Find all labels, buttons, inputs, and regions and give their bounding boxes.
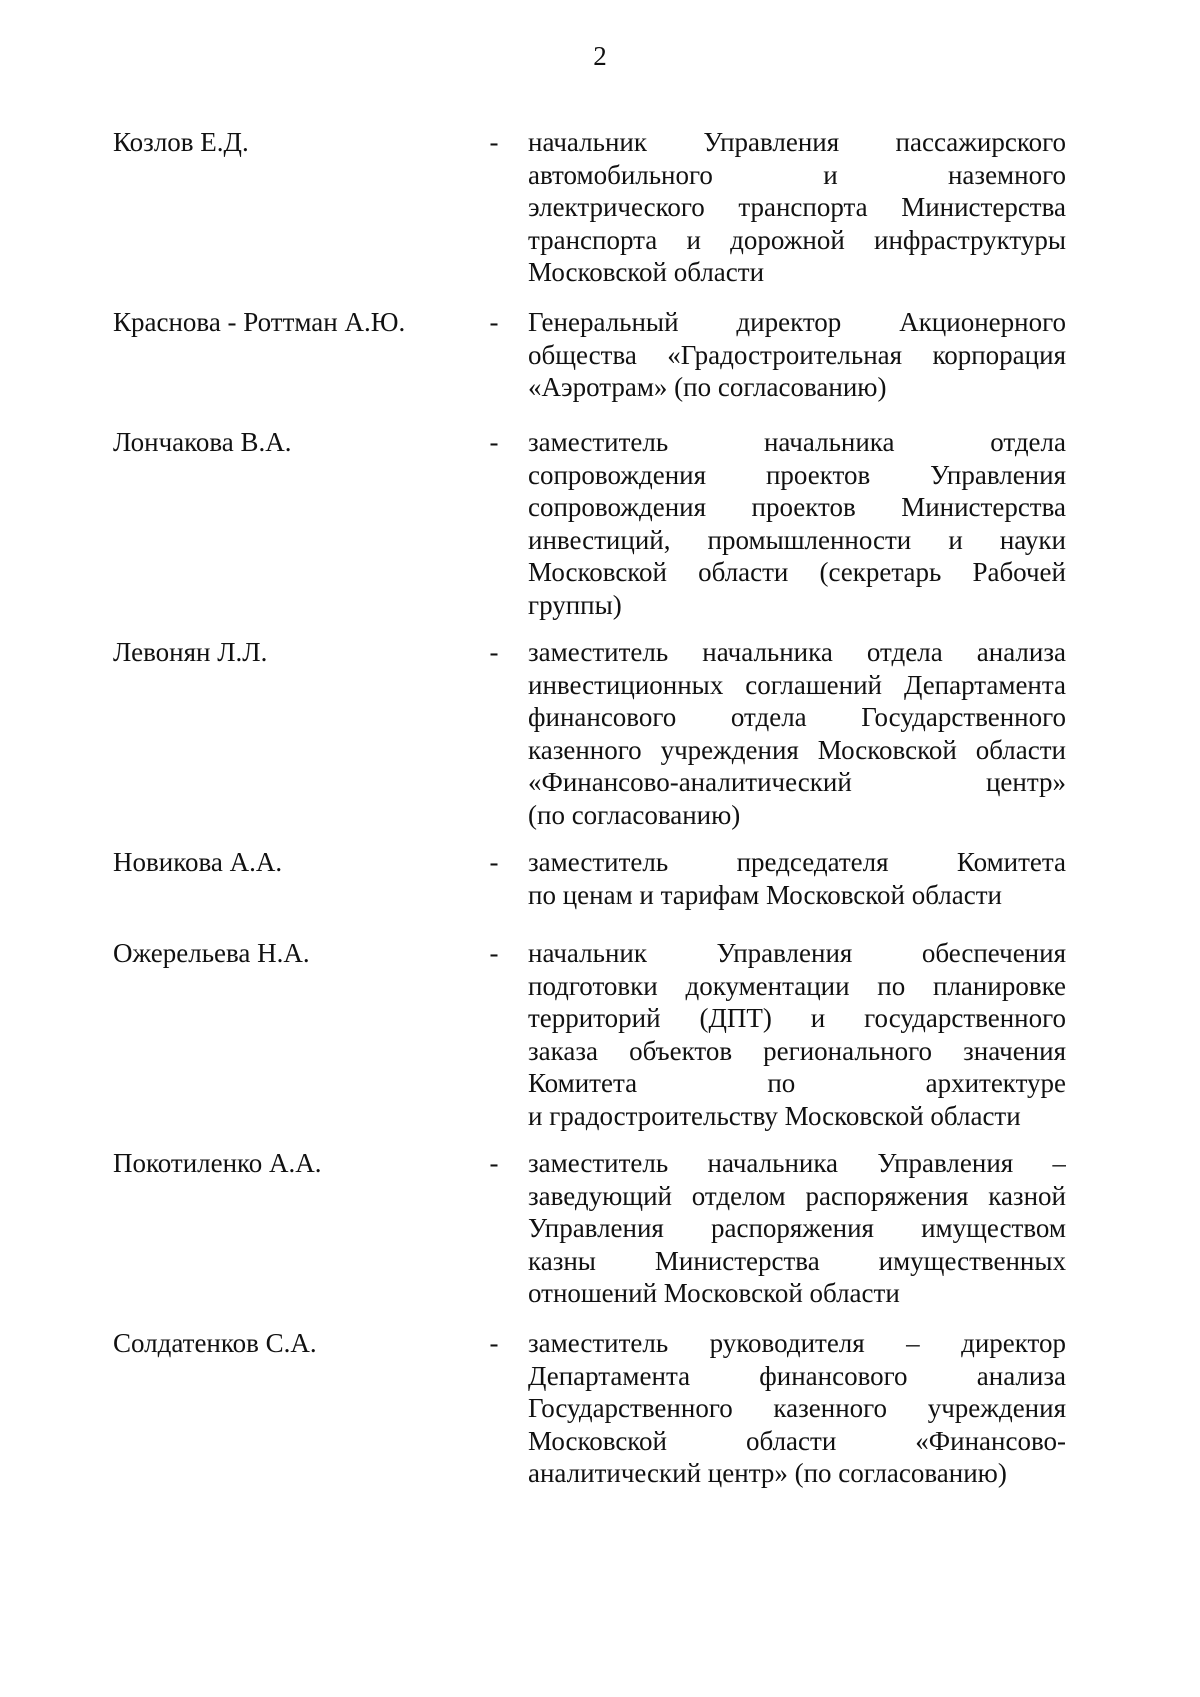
position-line: подготовки документации по планировке [528,970,1066,1001]
position-line: Государственного казенного учреждения [528,1393,1066,1423]
member-name: Солдатенков С.А. [113,1328,317,1358]
position-line: отношений Московской области [528,1278,900,1308]
position-line: Комитета по архитектуре [528,1068,1066,1098]
dash-separator: - [489,847,499,877]
member-name: Краснова - Роттман А.Ю. [113,307,406,337]
position-line: казны Министерства имущественных [528,1245,1066,1276]
member-position [528,1147,1066,1310]
position-line: заместитель руководителя – директор [528,1328,1066,1358]
position-line: территорий (ДПТ) и государственного [528,1003,1066,1033]
position-line: по ценам и тарифам Московской области [528,879,1002,910]
member-position [528,937,1066,1132]
member-name: Ожерельева Н.А. [113,938,310,968]
position-line: инвестиционных соглашений Департамента [528,669,1066,700]
position-line: заместитель начальника Управления – [528,1148,1066,1178]
member-position [528,126,1066,289]
member-position [528,426,1066,621]
position-line: автомобильного и наземного [528,159,1066,190]
position-line: транспорта и дорожной инфраструктуры [528,224,1066,255]
member-position [528,1327,1066,1490]
position-line: группы) [528,589,622,620]
position-line: финансового отдела Государственного [528,702,1066,732]
position-line: заказа объектов регионального значения [528,1035,1066,1066]
position-line: и градостроительству Московской области [528,1100,1021,1131]
position-line: Московской области (секретарь Рабочей [528,557,1066,587]
position-line: сопровождения проектов Управления [528,459,1066,490]
dash-separator: - [489,637,499,667]
member-name: Козлов Е.Д. [113,127,249,157]
position-line: начальник Управления обеспечения [528,938,1066,968]
position-line: электрического транспорта Министерства [528,192,1066,222]
position-line: общества «Градостроительная корпорация [528,339,1066,370]
member-name: Левонян Л.Л. [113,637,268,667]
position-line: заместитель начальника отдела [528,427,1066,457]
position-line: заведующий отделом распоряжения казной [528,1180,1066,1211]
position-line: казенного учреждения Московской области [528,734,1066,765]
position-line: заместитель председателя Комитета [528,847,1066,877]
member-position [528,306,1066,404]
member-name: Лончакова В.А. [113,427,292,457]
position-line: инвестиций, промышленности и науки [528,524,1066,555]
dash-separator: - [489,427,499,457]
position-line: Департамента финансового анализа [528,1360,1066,1391]
dash-separator: - [489,307,499,337]
page-number: 2 [593,41,607,71]
member-position [528,636,1066,831]
dash-separator: - [489,127,499,157]
dash-separator: - [489,1328,499,1358]
position-line: (по согласованию) [528,799,741,830]
member-name: Новикова А.А. [113,847,283,877]
position-line: Московской области [528,257,765,287]
position-line: Московской области «Финансово- [528,1425,1066,1456]
dash-separator: - [489,938,499,968]
member-position [528,846,1066,911]
dash-separator: - [489,1148,499,1178]
position-line: Генеральный директор Акционерного [528,307,1066,337]
position-line: «Аэротрам» (по согласованию) [528,372,887,402]
position-line: «Финансово-аналитический центр» [528,767,1066,797]
position-line: сопровождения проектов Министерства [528,492,1066,522]
member-name: Покотиленко А.А. [113,1148,322,1178]
position-line: заместитель начальника отдела анализа [528,637,1066,667]
position-line: аналитический центр» (по согласованию) [528,1458,1007,1488]
position-line: начальник Управления пассажирского [528,127,1066,157]
position-line: Управления распоряжения имуществом [528,1213,1066,1243]
